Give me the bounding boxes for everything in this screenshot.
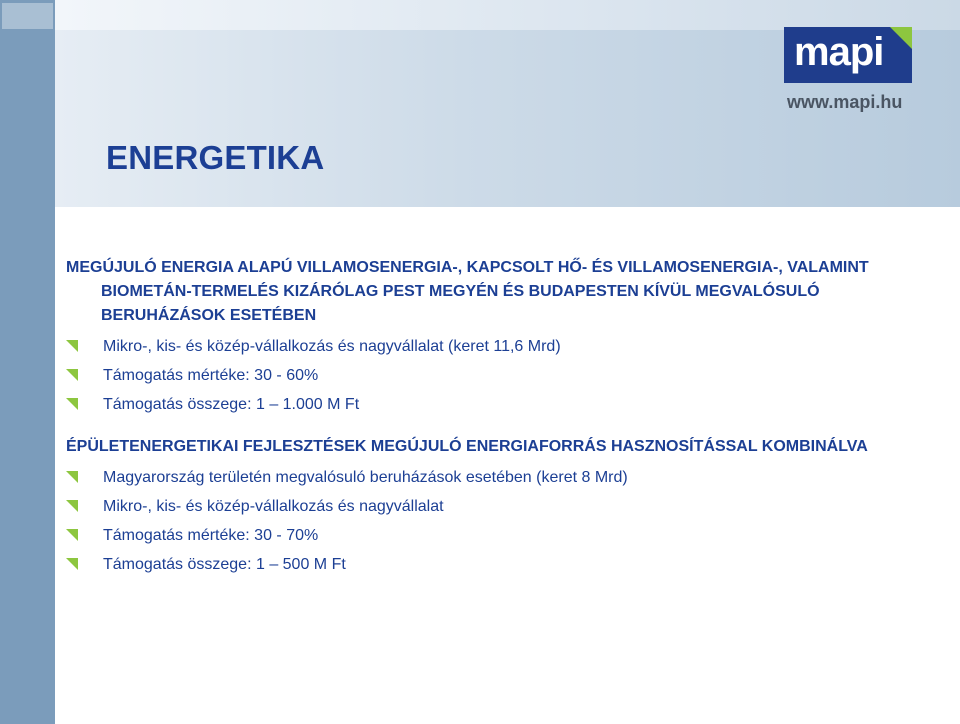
- main-content: [66, 256, 956, 579]
- bullet-icon: [66, 369, 78, 381]
- list-item: [66, 361, 956, 390]
- mapi-logo: [784, 27, 912, 83]
- section-heading-line: BIOMETÁN-TERMELÉS KIZÁRÓLAG PEST MEGYÉN ÉS BUDAPESTEN KÍVÜL MEGVALÓSULÓ: [101, 283, 820, 300]
- list-item-text: Mikro-, kis- és közép-vállalkozás és nagyvállalat: [103, 498, 444, 515]
- list-item-text: Támogatás mértéke: 30 - 70%: [103, 527, 319, 544]
- bullet-icon: [66, 398, 78, 410]
- list-item: [66, 332, 956, 361]
- bullet-icon: [66, 471, 78, 483]
- list-item-text: Támogatás összege: 1 – 1.000 M Ft: [103, 396, 360, 413]
- list-item: [66, 521, 956, 550]
- list-item-text: Mikro-, kis- és közép-vállalkozás és nagyvállalat (keret 11,6 Mrd): [103, 338, 561, 355]
- list-item-text: Magyarország területén megvalósuló beruházások esetében (keret 8 Mrd): [103, 469, 628, 486]
- logo-url: www.mapi.hu: [787, 92, 903, 112]
- header-top-strip: [55, 0, 960, 30]
- list-item: [66, 550, 956, 579]
- section-heading-line: BERUHÁZÁSOK ESETÉBEN: [101, 307, 317, 324]
- logo-corner-icon: [890, 27, 912, 49]
- list-item: [66, 463, 956, 492]
- section-building-energy: [66, 435, 956, 579]
- section-heading-line: ÉPÜLETENERGETIKAI FEJLESZTÉSEK MEGÚJULÓ ENERGIAFORRÁS HASZNOSÍTÁSSAL KOMBINÁLVA: [66, 438, 868, 455]
- bullet-icon: [66, 340, 78, 352]
- left-sidebar-accent: [2, 3, 53, 29]
- list-item: [66, 390, 956, 419]
- bullet-icon: [66, 558, 78, 570]
- section-heading: [66, 256, 956, 328]
- list-item: [66, 492, 956, 521]
- logo-text: mapi: [794, 30, 884, 74]
- section-renewable-energy: [66, 256, 956, 419]
- list-item-text: Támogatás összege: 1 – 500 M Ft: [103, 556, 346, 573]
- section-heading: [66, 435, 956, 459]
- list-item-text: Támogatás mértéke: 30 - 60%: [103, 367, 319, 384]
- section-heading-line: MEGÚJULÓ ENERGIA ALAPÚ VILLAMOSENERGIA-, KAPCSOLT HŐ- ÉS VILLAMOSENERGIA-, VALAMINT: [66, 259, 869, 276]
- bullet-list: [66, 463, 956, 579]
- bullet-icon: [66, 500, 78, 512]
- bullet-icon: [66, 529, 78, 541]
- bullet-list: [66, 332, 956, 419]
- left-sidebar-bar: [0, 0, 55, 724]
- page-title: ENERGETIKA: [106, 139, 325, 176]
